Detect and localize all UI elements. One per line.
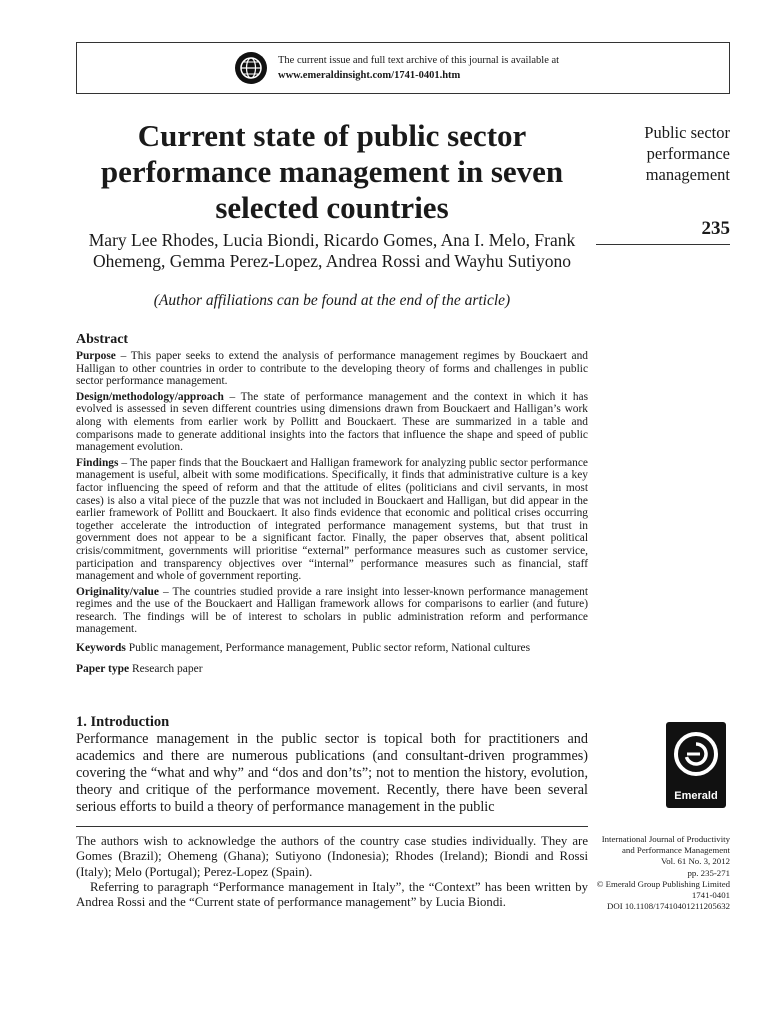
introduction-heading: 1. Introduction bbox=[76, 714, 170, 730]
journal-line: Vol. 61 No. 3, 2012 bbox=[661, 856, 730, 867]
doi-link[interactable]: DOI 10.1108/17410401211205632 bbox=[607, 901, 730, 912]
paper-type-text: Research paper bbox=[129, 662, 203, 675]
acknowledgement-footnote bbox=[76, 834, 588, 910]
introduction-section bbox=[76, 714, 588, 816]
emerald-swirl-icon bbox=[666, 722, 726, 788]
abstract-purpose bbox=[76, 350, 588, 388]
footnote-para-2: Referring to paragraph “Performance management in Italy”, the “Context” has been written by Andrea Rossi and the “Current state of performance management” by Lucia Biondi. bbox=[76, 879, 588, 910]
findings-label: Findings bbox=[76, 456, 119, 469]
abstract-findings bbox=[76, 457, 588, 583]
journal-url-link[interactable]: www.emeraldinsight.com/1741-0401.htm bbox=[278, 70, 461, 81]
journal-availability-box bbox=[76, 42, 730, 94]
keywords-label: Keywords bbox=[76, 642, 126, 655]
globe-icon bbox=[234, 51, 268, 85]
footnote-divider bbox=[76, 826, 588, 827]
abstract-originality bbox=[76, 586, 588, 636]
originality-label: Originality/value bbox=[76, 585, 159, 598]
paper-title: Current state of public sector performance management in seven selected countries bbox=[100, 118, 564, 225]
availability-text bbox=[278, 53, 559, 83]
abstract-section bbox=[76, 332, 588, 678]
keywords-text: Public management, Performance management, Public sector reform, National cultures bbox=[125, 642, 531, 655]
paper-type bbox=[76, 663, 588, 676]
design-text: – The state of performance management and the context in which it has evolved is assessed in seven different countries using dimensions drawn from Bouckaert and Halligan’s work along with elements from earlier work by Pollitt and Bouckaert. These are summarized in a table and comparisons made to generate additional insights into the factors that influence the shape and speed of public management evolution. bbox=[76, 390, 588, 454]
emerald-logo-text: Emerald bbox=[674, 790, 718, 802]
availability-line: The current issue and full text archive of this journal is available at bbox=[278, 55, 560, 66]
originality-text: – The countries studied provide a rare insight into lesser-known performance management regimes and the use of the Bouckaert and Halligan framework allows for comparisons to earlier (and future) research. The findings will be of interest to scholars in public administration reform and performance management. bbox=[76, 585, 588, 636]
author-list: Mary Lee Rhodes, Lucia Biondi, Ricardo Gomes, Ana I. Melo, Frank Ohemeng, Gemma Perez-Lopez, Andrea Rossi and Wayhu Sutiyono bbox=[88, 230, 576, 271]
purpose-label: Purpose bbox=[76, 350, 116, 362]
findings-text: – The paper finds that the Bouckaert and Halligan framework for analyzing public sector performance management is useful, albeit with some modifications. Specifically, it finds that administrative culture is a key factor influencing the speed of reform and that the attitude of elites (politicians and civil servants, in most cases) is also a vital piece of the puzzle that was not included in Bouckaert and Halligan, but did appear in the earlier framework of Pollitt and Bouckaert. It also finds evidence that economic and political crises occurring together accelerate the introduction of integrated performance management systems, but that trust in government does not appear to be a significant factor. Finally, the paper observes that, absent political crisis/commitment, governments will prioritise “external” performance measures such as customer service, participation and transparency objectives over “internal” performance measures such as financial, staff management and whole of government reporting. bbox=[76, 456, 588, 583]
keywords bbox=[76, 642, 588, 655]
page-number: 235 bbox=[701, 218, 730, 239]
purpose-text: – This paper seeks to extend the analysis of performance management regimes by Bouckaert and Halligan to other countries in order to contribute to the developing theory of forms and challenges in public sector performance management. bbox=[76, 350, 588, 388]
journal-line: © Emerald Group Publishing Limited bbox=[596, 878, 730, 889]
journal-line: 1741-0401 bbox=[691, 890, 730, 901]
introduction-text: Performance management in the public sector is topical both for practitioners and academics and there are numerous publications (and consultant-driven programmes) covering the “what and why” and “dos and don’ts”; not to mention the history, evolution, theory and critique of the performance movement. Recently, there have been several serious efforts to build a theory of performance management in the public bbox=[76, 731, 588, 815]
abstract-design bbox=[76, 391, 588, 454]
journal-line: and Performance Management bbox=[622, 845, 730, 856]
running-head: Public sector performance management bbox=[644, 123, 730, 184]
design-label: Design/methodology/approach bbox=[76, 390, 224, 403]
affiliation-note: (Author affiliations can be found at the end of the article) bbox=[153, 292, 511, 309]
paper-type-label: Paper type bbox=[76, 662, 130, 675]
footnote-para-1: The authors wish to acknowledge the authors of the country case studies individually. They are Gomes (Brazil); Ohemeng (Ghana); Sutiyono (Indonesia); Rhodes (Ireland); Biondi and Rossi (Italy); Melo (Portugal); Perez-Lopez (Spain). bbox=[76, 834, 588, 879]
journal-citation bbox=[580, 834, 730, 912]
journal-line: pp. 235-271 bbox=[687, 867, 730, 878]
abstract-heading: Abstract bbox=[76, 332, 129, 347]
emerald-logo bbox=[666, 722, 726, 808]
journal-line: International Journal of Productivity bbox=[601, 834, 730, 844]
side-divider bbox=[596, 244, 730, 245]
